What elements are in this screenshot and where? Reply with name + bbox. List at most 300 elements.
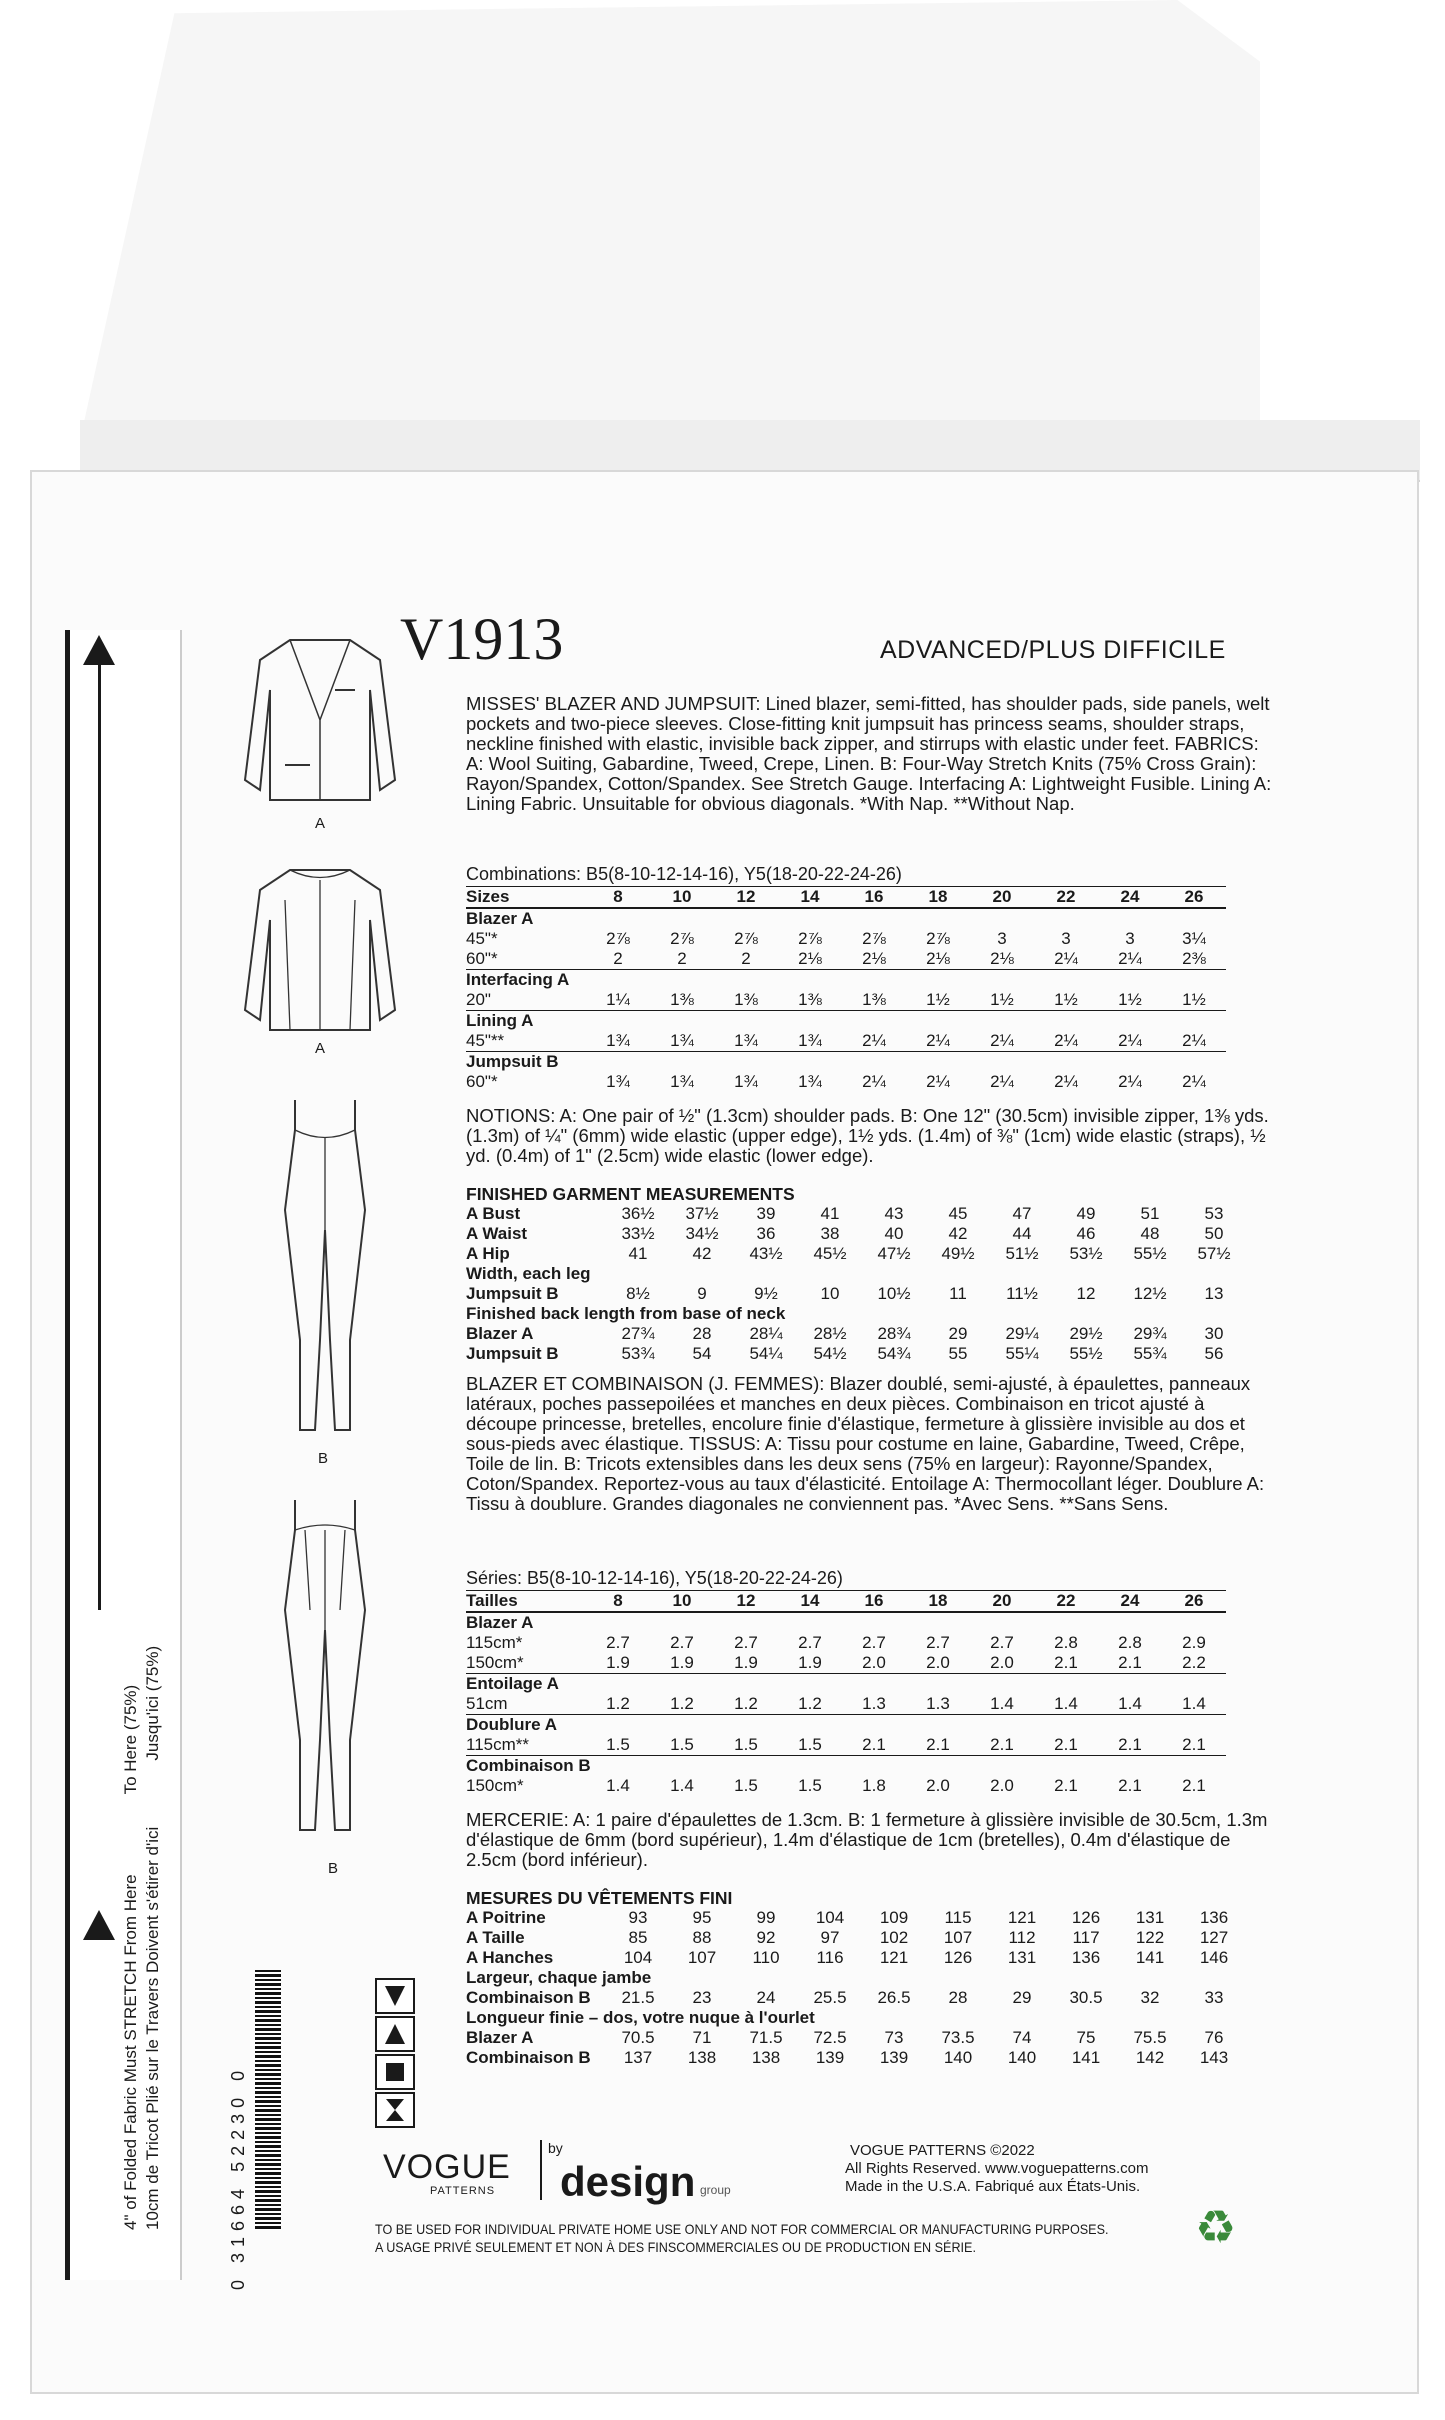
description-fr: BLAZER ET COMBINAISON (J. FEMMES): Blazer doublé, semi-ajusté, à épaulettes, panneaux latéraux, poches passepoilées et manches en deux pièces. Combinaison en tricot ajusté à découpe princesse, bretelles, encolure finie d'élastique, fermeture à glissière invisible au dos et sous-pieds avec élastique. TISSUS: A: Tissu pour costume en laine, Gabardine, Tweed, Crêpe, Toile de lin. B: Tricots extensibles dans les deux sens (75% en largeur): Rayonne/Spandex, Coton/Spandex. Reportez-vous au taux d'élasticité. Entoilage A: Thermocollant léger. Doublure A: Tissu à doublure. Grandes diagonales ne conviennent pas. *Avec Sens. **Sans Sens.	[466, 1373, 1265, 1514]
table-row	[466, 1244, 1246, 1264]
row-label: Blazer A	[466, 909, 534, 928]
yardage-rows-fr	[466, 1612, 1226, 1796]
cell-value: 117	[1072, 1928, 1100, 1947]
cell-value: 47½	[877, 1244, 911, 1263]
cell-value: 8½	[626, 1284, 650, 1303]
finished-rows-en	[466, 1204, 1246, 1364]
cell-value: 1.2	[606, 1694, 630, 1713]
cell-value: 2⅛	[990, 949, 1014, 968]
cell-value: 1.4	[990, 1694, 1014, 1713]
cell-value: 2¼	[990, 1072, 1014, 1091]
row-label: Largeur, chaque jambe	[466, 1968, 652, 1987]
cell-value: 72.5	[813, 2028, 847, 2047]
cell-value: 2¼	[1118, 949, 1142, 968]
cell-value: 3	[997, 929, 1007, 948]
cell-value: 1⅜	[734, 990, 758, 1009]
cell-value: 29¼	[1005, 1324, 1039, 1343]
cell-value: 38	[820, 1224, 840, 1243]
cell-value: 122	[1135, 1928, 1165, 1947]
cell-value: 75.5	[1133, 2028, 1167, 2047]
cell-value: 2⅞	[798, 929, 822, 948]
yardage-table-fr	[466, 1590, 1226, 1796]
cell-value: 121	[879, 1948, 909, 1967]
cell-value: 2.7	[926, 1633, 950, 1652]
cell-value: 42	[692, 1244, 712, 1263]
barcode-number: 0 31664 52230 0	[228, 2064, 248, 2290]
cell-value: 126	[1071, 1908, 1101, 1927]
cell-value: 1.9	[734, 1653, 758, 1672]
cell-value: 13	[1204, 1284, 1224, 1303]
copyright-block	[845, 2142, 1148, 2196]
cell-value: 2¼	[990, 1031, 1014, 1050]
cell-value: 49	[1076, 1204, 1096, 1223]
triangle-down-icon	[375, 1978, 415, 2014]
cell-value: 140	[1007, 2048, 1037, 2067]
row-label: Longueur finie – dos, votre nuque à l'ourlet	[466, 2008, 815, 2027]
cell-value: 2¼	[862, 1072, 886, 1091]
description-en: MISSES' BLAZER AND JUMPSUIT: Lined blazer, semi-fitted, has shoulder pads, side panels, welt pockets and two-piece sleeves. Close-fitting knit jumpsuit has princess seams, shoulder straps, neckline finished with elastic, invisible back zipper, and stirrups with elastic under feet. FABRICS: A: Wool Suiting, Gabardine, Tweed, Crepe, Linen. B: Four-Way Stretch Knits (75% Cross Grain): Rayon/Spandex, Cotton/Spandex. See Stretch Gauge. Interfacing A: Lightweight Fusible. Lining A: Lining Fabric. Unsuitable for obvious diagonals. *With Nap. **Without Nap.	[466, 693, 1272, 814]
cell-value: 139	[815, 2048, 845, 2067]
cell-value: 45½	[813, 1244, 847, 1263]
cell-value: 1½	[926, 990, 950, 1009]
table-row	[466, 1715, 1226, 1736]
cell-value: 73.5	[941, 2028, 975, 2047]
cell-value: 1¾	[798, 1072, 822, 1091]
cell-value: 107	[687, 1948, 717, 1967]
cell-value: 109	[879, 1908, 909, 1927]
cell-value: 2.7	[670, 1633, 694, 1652]
cell-value: 1.9	[670, 1653, 694, 1672]
table-row	[466, 1264, 1246, 1284]
cell-value: 2.7	[606, 1633, 630, 1652]
difficulty-level: ADVANCED/PLUS DIFFICILE	[880, 636, 1226, 664]
cell-value: 2.0	[862, 1653, 886, 1672]
table-row	[466, 1928, 1246, 1948]
cell-value: 95	[692, 1908, 712, 1927]
cell-value: 2.0	[926, 1776, 950, 1795]
cell-value: 1½	[1054, 990, 1078, 1009]
cell-value: 37½	[685, 1204, 719, 1223]
cell-value: 51	[1140, 1204, 1160, 1223]
row-label: Blazer A	[466, 1613, 534, 1632]
cell-value: 28¾	[877, 1324, 911, 1343]
table-row	[466, 1674, 1226, 1695]
cell-value: 1⅜	[798, 990, 822, 1009]
row-label: Jumpsuit B	[466, 1344, 559, 1363]
row-label: 60"*	[466, 949, 498, 968]
cell-value: 131	[1135, 1908, 1165, 1927]
jumpsuit-back-illustration	[255, 1490, 395, 1850]
illustration-label-b-back: B	[328, 1860, 339, 1877]
finished-rows-fr	[466, 1908, 1246, 2068]
cell-value: 1.4	[1054, 1694, 1078, 1713]
cell-value: 57½	[1197, 1244, 1231, 1263]
cell-value: 55	[948, 1344, 968, 1363]
cell-value: 54	[692, 1344, 712, 1363]
table-row	[466, 1204, 1246, 1224]
cell-value: 2.1	[1118, 1776, 1142, 1795]
cell-value: 21.5	[621, 1988, 655, 2007]
cell-value: 30	[1204, 1324, 1224, 1343]
cell-value: 2.7	[990, 1633, 1014, 1652]
table-row	[466, 1968, 1246, 1988]
illustration-label-a: A	[315, 815, 326, 832]
cell-value: 1.3	[926, 1694, 950, 1713]
cell-value: 1½	[1118, 990, 1142, 1009]
table-row	[466, 1224, 1246, 1244]
cell-value: 136	[1071, 1948, 1101, 1967]
cell-value: 29	[948, 1324, 968, 1343]
table-row	[466, 2028, 1246, 2048]
cell-value: 28½	[813, 1324, 847, 1343]
cell-value: 29¾	[1133, 1324, 1167, 1343]
table-row	[466, 1324, 1246, 1344]
table-row	[466, 2008, 1246, 2028]
cell-value: 2¼	[1118, 1072, 1142, 1091]
cell-value: 44	[1012, 1224, 1032, 1243]
cell-value: 2.1	[1054, 1776, 1078, 1795]
row-label: Jumpsuit B	[466, 1052, 1226, 1073]
cell-value: 1.9	[606, 1653, 630, 1672]
row-label: Width, each leg	[466, 1264, 591, 1283]
table-row	[466, 1908, 1246, 1928]
row-label: 45"**	[466, 1031, 505, 1050]
cell-value: 2.1	[862, 1735, 886, 1754]
cell-value: 138	[751, 2048, 781, 2067]
cell-value: 53½	[1069, 1244, 1103, 1263]
row-label: A Taille	[466, 1928, 525, 1947]
jumpsuit-front-illustration	[255, 1090, 395, 1450]
cell-value: 2⅛	[926, 949, 950, 968]
cell-value: 28¼	[749, 1324, 783, 1343]
table-row	[466, 1072, 1226, 1092]
row-label: A Hanches	[466, 1948, 554, 1967]
cell-value: 2.1	[1054, 1735, 1078, 1754]
cell-value: 1.4	[670, 1776, 694, 1795]
cell-value: 41	[628, 1244, 648, 1263]
row-label: A Bust	[466, 1204, 521, 1223]
row-label: Interfacing A	[466, 970, 1226, 991]
cell-value: 2	[741, 949, 751, 968]
cell-value: 49½	[941, 1244, 975, 1263]
gauge-text-en: 4" of Folded Fabric Must STRETCH From Here	[121, 1874, 140, 2230]
cell-value: 2.1	[1054, 1653, 1078, 1672]
cell-value: 112	[1008, 1928, 1036, 1947]
finished-table-en	[466, 1204, 1246, 1364]
table-row	[466, 1284, 1246, 1304]
blazer-front-illustration	[230, 630, 410, 820]
cell-value: 1.5	[606, 1735, 630, 1754]
cell-value: 2¼	[926, 1072, 950, 1091]
cell-value: 71	[692, 2028, 712, 2047]
cell-value: 26.5	[877, 1988, 911, 2007]
illustration-label-a-back: A	[315, 1040, 326, 1057]
cell-value: 2.2	[1182, 1653, 1206, 1672]
cell-value: 85	[628, 1928, 648, 1947]
cell-value: 1.5	[734, 1776, 758, 1795]
cell-value: 2	[677, 949, 687, 968]
cell-value: 99	[756, 1908, 776, 1927]
table-row	[466, 1052, 1226, 1073]
cell-value: 2⅞	[670, 929, 694, 948]
table-row	[466, 1948, 1246, 1968]
cell-value: 1.2	[798, 1694, 822, 1713]
cell-value: 138	[687, 2048, 717, 2067]
cell-value: 29	[1012, 1988, 1032, 2007]
cell-value: 9	[697, 1284, 707, 1303]
cell-value: 10½	[877, 1284, 911, 1303]
row-label: 150cm*	[466, 1653, 524, 1672]
cell-value: 1¾	[606, 1072, 630, 1091]
cell-value: 55½	[1069, 1344, 1103, 1363]
vogue-logo-sub: PATTERNS	[430, 2185, 496, 2197]
table-row	[466, 1612, 1226, 1633]
cell-value: 142	[1135, 2048, 1165, 2067]
cell-value: 2.8	[1118, 1633, 1142, 1652]
cell-value: 2¼	[1054, 1031, 1078, 1050]
table-row	[466, 1653, 1226, 1674]
cell-value: 33	[1204, 1988, 1224, 2007]
cell-value: 71.5	[749, 2028, 783, 2047]
gauge-to-here-en: To Here (75%)	[121, 1684, 140, 1795]
gauge-to-here-fr: Jusqu'ici (75%)	[143, 1645, 162, 1761]
cell-value: 54¼	[749, 1344, 783, 1363]
finished-title-fr: MESURES DU VÊTEMENTS FINI	[466, 1888, 733, 1908]
cell-value: 2.0	[990, 1776, 1014, 1795]
cell-value: 11	[949, 1284, 967, 1303]
cell-value: 93	[628, 1908, 648, 1927]
cell-value: 2.1	[926, 1735, 950, 1754]
notions-fr: MERCERIE: A: 1 paire d'épaulettes de 1.3cm. B: 1 fermeture à glissière invisible de 30.5cm, 1.3m d'élastique de 6mm (bord supérieur), 1.4m d'élastique de 1cm (bretelles), 0.4m d'élastique de 2.5cm (bord inférieur).	[466, 1809, 1268, 1870]
cell-value: 55¾	[1133, 1344, 1167, 1363]
table-row	[466, 1011, 1226, 1032]
cell-value: 1⅜	[670, 990, 694, 1009]
cell-value: 1.4	[1182, 1694, 1206, 1713]
cell-value: 1.5	[798, 1776, 822, 1795]
table-row	[466, 1694, 1226, 1715]
cell-value: 2.1	[1182, 1776, 1206, 1795]
sizes-header: Sizes 8 10 12 14 16 18 20 22 24 26	[466, 887, 1226, 909]
stretch-gauge	[65, 630, 182, 2280]
logo-divider	[540, 2140, 542, 2200]
row-label: Jumpsuit B	[466, 1284, 559, 1303]
cell-value: 55¼	[1005, 1344, 1039, 1363]
cell-value: 102	[879, 1928, 909, 1947]
cell-value: 116	[816, 1948, 844, 1967]
cell-value: 2¼	[1054, 1072, 1078, 1091]
table-row	[466, 1776, 1226, 1796]
cell-value: 43	[884, 1204, 904, 1223]
cell-value: 1.2	[670, 1694, 694, 1713]
cell-value: 1.4	[1118, 1694, 1142, 1713]
recycle-icon: ♻	[1195, 2201, 1237, 2253]
cell-value: 53¾	[621, 1344, 655, 1363]
cell-value: 1¾	[606, 1031, 630, 1050]
cell-value: 53	[1204, 1204, 1224, 1223]
cell-value: 2¼	[1118, 1031, 1142, 1050]
cell-value: 139	[879, 2048, 909, 2067]
row-label: 51cm	[466, 1694, 508, 1713]
table-row	[466, 929, 1226, 949]
table-row	[466, 970, 1226, 991]
row-label: Combinaison B	[466, 1988, 591, 2007]
cell-value: 2⅛	[862, 949, 886, 968]
cell-value: 55½	[1133, 1244, 1167, 1263]
cell-value: 54¾	[877, 1344, 911, 1363]
cell-value: 1¾	[798, 1031, 822, 1050]
rights-reserved: All Rights Reserved. www.voguepatterns.com	[845, 2160, 1149, 2177]
cell-value: 2.7	[734, 1633, 758, 1652]
cell-value: 1⅜	[862, 990, 886, 1009]
table-row	[466, 990, 1226, 1011]
blazer-back-illustration	[230, 860, 410, 1050]
finished-table-fr	[466, 1908, 1246, 2068]
cell-value: 12	[1076, 1284, 1096, 1303]
table-row	[466, 949, 1226, 970]
row-label: Blazer A	[466, 2028, 534, 2047]
cell-value: 2.8	[1054, 1633, 1078, 1652]
cell-value: 1.5	[670, 1735, 694, 1754]
cell-value: 2.1	[1118, 1653, 1142, 1672]
cell-value: 24	[756, 1988, 776, 2007]
cell-value: 3	[1061, 929, 1071, 948]
cell-value: 107	[943, 1928, 973, 1947]
row-label: 60"*	[466, 1072, 498, 1091]
cell-value: 137	[623, 2048, 653, 2067]
finished-title-en: FINISHED GARMENT MEASUREMENTS	[466, 1184, 795, 1204]
cell-value: 1¾	[734, 1072, 758, 1091]
hourglass-icon	[375, 2092, 415, 2128]
table-row	[466, 1304, 1246, 1324]
cell-value: 32	[1140, 1988, 1160, 2007]
cell-value: 36½	[621, 1204, 655, 1223]
combinations-en: Combinations: B5(8-10-12-14-16), Y5(18-20-22-24-26)	[466, 864, 902, 884]
cell-value: 27¾	[621, 1324, 655, 1343]
cell-value: 70.5	[621, 2028, 655, 2047]
row-label: 115cm**	[466, 1735, 529, 1754]
row-label: Combinaison B	[466, 1756, 1226, 1777]
group-text: group	[700, 2183, 731, 2197]
made-in: Made in the U.S.A. Fabriqué aux États-Unis.	[845, 2178, 1141, 2195]
cell-value: 104	[815, 1908, 845, 1927]
cell-value: 2⅞	[734, 929, 758, 948]
triangle-up-icon	[375, 2016, 415, 2052]
cell-value: 45	[948, 1204, 968, 1223]
notions-en: NOTIONS: A: One pair of ½" (1.3cm) shoulder pads. B: One 12" (30.5cm) invisible zipper, 1⅜ yds. (1.3m) of ¼" (6mm) wide elastic (upper edge), 1½ yds. (1.4m) of ⅜" (1cm) wide elastic (straps), ½ yd. (0.4m) of 1" (2.5cm) wide elastic (lower edge).	[466, 1105, 1269, 1166]
cell-value: 110	[752, 1948, 780, 1967]
cell-value: 2¼	[862, 1031, 886, 1050]
row-label: 20"	[466, 990, 491, 1009]
cell-value: 74	[1012, 2028, 1032, 2047]
cell-value: 1½	[1182, 990, 1206, 1009]
table-row	[466, 1756, 1226, 1777]
cell-value: 33½	[621, 1224, 655, 1243]
cell-value: 36	[756, 1224, 776, 1243]
row-label: A Hip	[466, 1244, 510, 1263]
cell-value: 88	[692, 1928, 712, 1947]
cell-value: 76	[1204, 2028, 1224, 2047]
cell-value: 30.5	[1069, 1988, 1103, 2007]
cell-value: 1.8	[862, 1776, 886, 1795]
copyright: VOGUE PATTERNS ©2022	[850, 2142, 1035, 2159]
cell-value: 2.7	[862, 1633, 886, 1652]
square-icon	[375, 2054, 415, 2090]
row-label: 150cm*	[466, 1776, 524, 1795]
cell-value: 1¾	[670, 1031, 694, 1050]
row-label: Doublure A	[466, 1715, 1226, 1736]
table-row	[466, 1031, 1226, 1052]
cell-value: 54½	[813, 1344, 847, 1363]
cell-value: 2⅛	[798, 949, 822, 968]
table-row	[466, 908, 1226, 929]
cell-value: 136	[1199, 1908, 1229, 1927]
cell-value: 73	[884, 2028, 904, 2047]
yardage-rows-en	[466, 908, 1226, 1092]
barcode	[255, 1970, 281, 2230]
table-row	[466, 2048, 1246, 2068]
cell-value: 11½	[1006, 1284, 1038, 1303]
cell-value: 2.1	[1118, 1735, 1142, 1754]
table-row	[466, 1344, 1246, 1364]
cell-value: 23	[692, 1988, 712, 2007]
row-label: Entoilage A	[466, 1674, 1226, 1695]
row-label: Lining A	[466, 1011, 1226, 1032]
gauge-line	[98, 650, 101, 1610]
cell-value: 51½	[1005, 1244, 1039, 1263]
cell-value: 141	[1071, 2048, 1101, 2067]
cell-value: 2.0	[990, 1653, 1014, 1672]
cell-value: 3¼	[1182, 929, 1206, 948]
row-label: Combinaison B	[466, 2048, 591, 2067]
cell-value: 2.9	[1182, 1633, 1206, 1652]
cell-value: 2.1	[990, 1735, 1014, 1754]
cell-value: 1.5	[798, 1735, 822, 1754]
cell-value: 1¾	[734, 1031, 758, 1050]
cell-value: 131	[1007, 1948, 1037, 1967]
cell-value: 50	[1204, 1224, 1224, 1243]
illustration-label-b: B	[318, 1450, 329, 1467]
cell-value: 140	[943, 2048, 973, 2067]
cell-value: 56	[1204, 1344, 1224, 1363]
cell-value: 141	[1135, 1948, 1165, 1967]
cell-value: 47	[1012, 1204, 1032, 1223]
cell-value: 2⅞	[606, 929, 630, 948]
disclaimer-fr: A USAGE PRIVÉ SEULEMENT ET NON À DES FINSCOMMERCIALES OU DE PRODUCTION EN SÉRIE.	[375, 2239, 976, 2255]
cell-value: 2⅜	[1182, 949, 1206, 968]
cell-value: 46	[1076, 1224, 1096, 1243]
cell-value: 2¼	[926, 1031, 950, 1050]
cell-value: 1½	[990, 990, 1014, 1009]
disclaimer-en: TO BE USED FOR INDIVIDUAL PRIVATE HOME USE ONLY AND NOT FOR COMMERCIAL OR MANUFACTURING PURPOSES.	[375, 2221, 1109, 2237]
cell-value: 1.4	[606, 1776, 630, 1795]
cell-value: 146	[1199, 1948, 1229, 1967]
cell-value: 104	[623, 1948, 653, 1967]
cell-value: 40	[884, 1224, 904, 1243]
row-label: 115cm*	[466, 1633, 523, 1652]
by-text: by	[548, 2140, 563, 2156]
cell-value: 1¾	[670, 1072, 694, 1091]
tailles-header: Tailles 8 10 12 14 16 18 20 22 24 26	[466, 1591, 1226, 1613]
cell-value: 2¼	[1054, 949, 1078, 968]
cell-value: 1.9	[798, 1653, 822, 1672]
cell-value: 121	[1007, 1908, 1037, 1927]
cell-value: 2.1	[1182, 1735, 1206, 1754]
cell-value: 12½	[1133, 1284, 1167, 1303]
cell-value: 126	[943, 1948, 973, 1967]
cell-value: 2¼	[1182, 1072, 1206, 1091]
cell-value: 34½	[685, 1224, 719, 1243]
table-row	[466, 1633, 1226, 1653]
